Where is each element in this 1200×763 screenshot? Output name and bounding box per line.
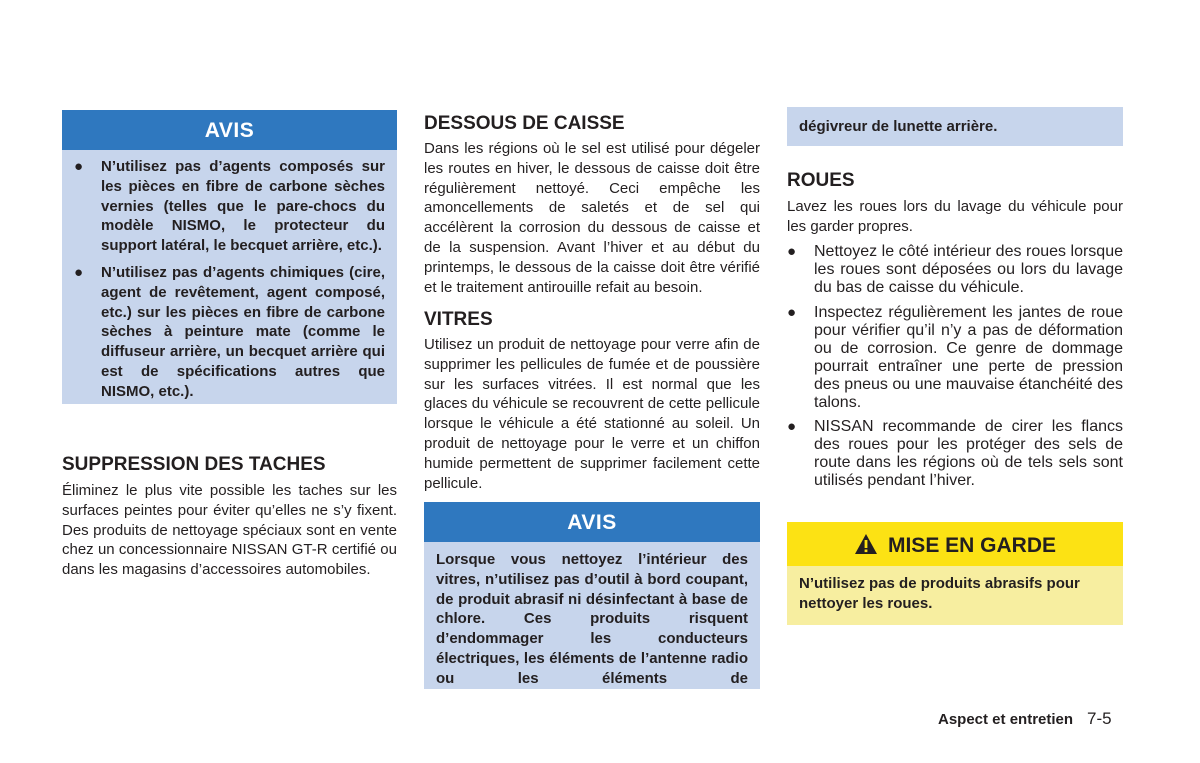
warning-header	[787, 522, 1123, 566]
avis-title: AVIS	[424, 502, 760, 542]
section-heading-vitres: VITRES	[424, 309, 493, 330]
continued-text: dégivreur de lunette arrière.	[799, 118, 998, 135]
avis-list	[62, 157, 385, 402]
bullet-icon: ●	[787, 303, 797, 321]
warning-triangle-icon	[854, 533, 878, 555]
page-number: 7-5	[1087, 709, 1112, 728]
section-heading-suppression: SUPPRESSION DES TACHES	[62, 454, 326, 475]
avis-notice-box	[424, 502, 760, 689]
warning-box	[787, 522, 1123, 625]
vitres-text: Utilisez un produit de nettoyage pour verre afin de supprimer les pellicules de fumée et de poussière sur les surfaces vitrées. Il est normal que les glaces du véhicule se recouvrent de cette pellicule lorsque le véhicule a été stationné au soleil. Un produit de nettoyage pour le verre et un chiffon humide permettent de supprimer facilement cette pellicule.	[424, 336, 760, 492]
roues-list	[787, 243, 1123, 490]
bullet-icon: ●	[74, 158, 84, 175]
warning-title: MISE EN GARDE	[887, 534, 1057, 557]
page-footer	[938, 709, 1112, 729]
dessous-text: Dans les régions où le sel est utilisé pour dégeler les routes en hiver, le dessous de caisse doit être régulièrement nettoyé. Ceci empêche les amoncellements de saletés et de sel qui accélèrent la corrosion du dessous de caisse et de la suspension. Avant l’hiver et au début du printemps, le dessous de la caisse doit être vérifié et le traitement antirouille refait au besoin.	[424, 140, 760, 296]
section-heading-roues: ROUES	[787, 170, 855, 191]
avis-notice-box	[62, 110, 397, 404]
bullet-icon: ●	[787, 418, 797, 435]
warning-text: N’utilisez pas de produits abrasifs pour nettoyer les roues.	[787, 566, 1123, 625]
avis-text: Lorsque vous nettoyez l’intérieur des vitres, n’utilisez pas d’outil à bord coupant, de produit abrasif ni désinfectant à base de chlore. Ces produits risquent d’endommager les conducteurs électriques, les éléments de l’antenne radio ou les éléments de	[436, 551, 748, 687]
list-item: ● Inspectez régulièrement les jantes de roue pour vérifier qu’il n’y a pas de déformation ou de corrosion. Ce genre de dommage pourrait entraîner une perte de pression des pneus ou une mauvaise étanchéité des talons.	[787, 303, 1123, 411]
continued-notice-box	[787, 107, 1123, 146]
footer-section: Aspect et entretien	[938, 711, 1074, 728]
list-item: ● N’utilisez pas d’agents composés sur les pièces en fibre de carbone sèches vernies (telles que le pare-chocs du modèle NISMO, le protecteur du support latéral, le becquet arrière, etc.).	[74, 158, 385, 255]
suppression-text: Éliminez le plus vite possible les taches sur les surfaces peintes pour éviter qu’elles ne s’y fixent. Des produits de nettoyage spéciaux sont en vente chez un concessionnaire NISSAN GT-R certifié ou dans les magasins d’accessoires automobiles.	[62, 482, 397, 579]
avis-title: AVIS	[62, 110, 397, 150]
list-item: ● NISSAN recommande de cirer les flancs des roues pour les protéger des sels de route dans les régions où de tels sels sont utilisés pendant l’hiver.	[787, 418, 1123, 489]
list-item: ● N’utilisez pas d’agents chimiques (cire, agent de revêtement, agent composé, etc.) sur les pièces en fibre de carbone sèches à peinture mate (comme le diffuseur arrière, un becquet arrière qui est de spécifications autres que NISMO, etc.).	[74, 263, 385, 400]
roues-text: Lavez les roues lors du lavage du véhicule pour les garder propres.	[787, 198, 1123, 235]
section-heading-dessous: DESSOUS DE CAISSE	[424, 113, 625, 134]
list-item: ● Nettoyez le côté intérieur des roues lorsque les roues sont déposées ou lors du lavage du bas de caisse du véhicule.	[787, 243, 1123, 296]
bullet-icon: ●	[787, 243, 797, 260]
bullet-icon: ●	[74, 263, 84, 281]
